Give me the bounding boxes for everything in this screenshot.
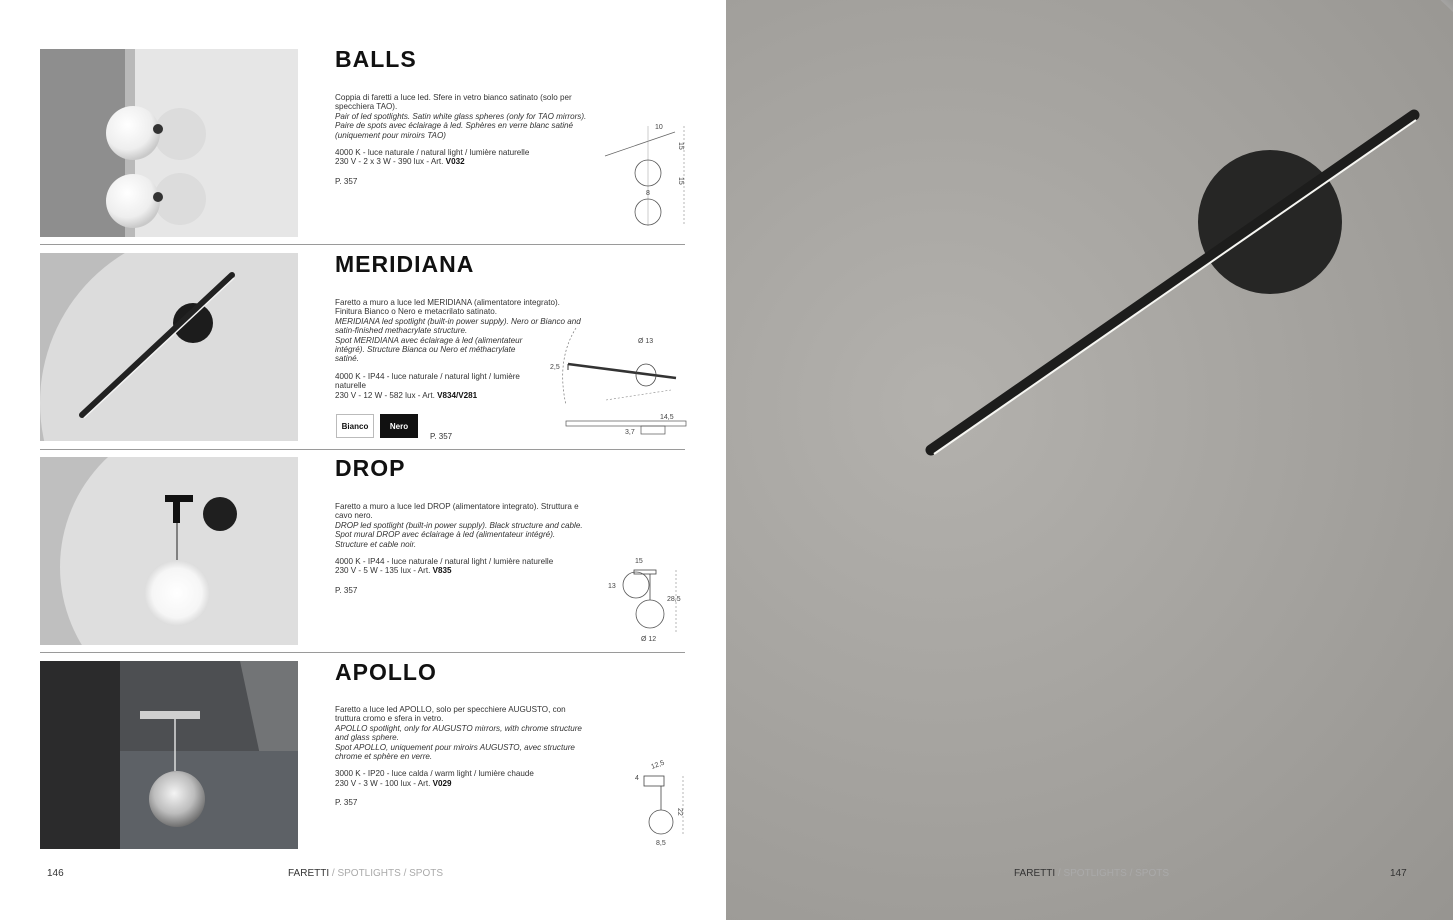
- spec-line: 230 V - 3 W - 100 lux - Art. V029: [335, 778, 452, 788]
- separator: [40, 244, 685, 245]
- desc-french: Spot APOLLO, uniquement pour miroirs AUGUSTO, avec structure chrome et sphère en verre.: [335, 742, 575, 762]
- desc-italian: Coppia di faretti a luce led. Sfere in vetro bianco satinato (solo per specchiera TAO).: [335, 93, 572, 112]
- desc-french: Spot MERIDIANA avec éclairage à led (alimentateur intégré). Structure Bianca ou Nero et méthacrylate satiné.: [335, 335, 523, 364]
- spec-line: 4000 K - IP44 - luce naturale / natural light / lumière naturelle: [335, 371, 520, 391]
- balls-technical-drawing: [600, 118, 690, 228]
- article-code: V032: [445, 157, 465, 167]
- page-reference: P. 357: [430, 432, 453, 441]
- desc-english: MERIDIANA led spotlight (built-in power supply). Nero or Bianco and satin-finished methacrylate structure.: [335, 316, 581, 336]
- dimension-label: 10: [655, 124, 663, 131]
- separator: [40, 652, 685, 653]
- dimension-label: 28,5: [667, 596, 681, 603]
- right-page-photo: [726, 0, 1453, 920]
- finish-swatch-nero: Nero: [380, 414, 418, 438]
- section-header-left: FARETTI / SPOTLIGHTS / SPOTS: [288, 868, 444, 879]
- article-code: V834/V281: [437, 390, 478, 400]
- balls-photo: [40, 49, 298, 237]
- left-page: [0, 0, 726, 920]
- spec-line: 4000 K - luce naturale / natural light / lumière naturelle: [335, 148, 530, 158]
- desc-french: Spot mural DROP avec éclairage à led (alimentateur intégré). Structure et cable noir.: [335, 530, 556, 549]
- dimension-label: 15: [677, 142, 684, 150]
- page-number-right: 147: [1390, 868, 1407, 879]
- dimension-label: 15: [677, 177, 684, 185]
- spec-line: 3000 K - IP20 - luce calda / warm light / lumière chaude: [335, 769, 534, 779]
- desc-english: APOLLO spotlight, only for AUGUSTO mirrors, with chrome structure and glass sphere.: [335, 723, 582, 743]
- page-reference: P. 357: [335, 798, 358, 808]
- desc-english: Pair of led spotlights. Satin white glass spheres (only for TAO mirrors).: [335, 111, 587, 121]
- meridiana-technical-drawing: [546, 320, 688, 440]
- product-description: [335, 502, 585, 595]
- desc-italian: Faretto a muro a luce led MERIDIANA (alimentatore integrato). Finitura Bianco o Nero e metacrilato satinato.: [335, 298, 560, 317]
- dimension-label: 22: [676, 808, 683, 816]
- dimension-label: 13: [608, 583, 616, 590]
- dimension-label: 8: [646, 190, 650, 197]
- article-code: V029: [432, 778, 452, 788]
- spec-line: 230 V - 2 x 3 W - 390 lux - Art. V032: [335, 157, 465, 167]
- finish-swatch-bianco: Bianco: [336, 414, 374, 438]
- dimension-label: 12,5: [650, 759, 666, 771]
- separator: [40, 449, 685, 450]
- spec-line: 4000 K - IP44 - luce naturale / natural light / lumière naturelle: [335, 557, 554, 567]
- desc-french: Paire de spots avec éclairage à led. Sphères en verre blanc satiné (uniquement pour miroirs TAO): [335, 121, 574, 140]
- section-header-right: FARETTI / SPOTLIGHTS / SPOTS: [1014, 868, 1170, 879]
- page-number-left: 146: [47, 868, 64, 879]
- dimension-label: 8,5: [656, 840, 666, 847]
- desc-italian: Faretto a luce led APOLLO, solo per specchiere AUGUSTO, con truttura cromo e sfera in vetro.: [335, 705, 566, 724]
- product-description: [335, 93, 590, 186]
- apollo-photo: [40, 661, 298, 849]
- dimension-label: Ø 12: [641, 636, 657, 643]
- spec-line: 230 V - 12 W - 582 lux - Art. V834/V281: [335, 390, 478, 400]
- apollo-technical-drawing: [628, 756, 690, 852]
- dimension-label: 3,7: [625, 429, 635, 436]
- product-description: [335, 705, 585, 808]
- desc-english: DROP led spotlight (built-in power supply). Black structure and cable.: [335, 520, 583, 530]
- product-title: BALLS: [335, 46, 417, 72]
- desc-italian: Faretto a muro a luce led DROP (alimentatore integrato). Struttura e cavo nero.: [335, 502, 579, 521]
- product-title: DROP: [335, 455, 406, 481]
- dimension-label: 14,5: [660, 414, 674, 421]
- dimension-label: 4: [635, 775, 639, 782]
- product-title: MERIDIANA: [335, 251, 475, 277]
- dimension-label: 15: [635, 558, 643, 565]
- page-reference: P. 357: [335, 585, 358, 595]
- drop-photo: [40, 457, 298, 645]
- page-reference: P. 357: [335, 176, 358, 186]
- article-code: V835: [432, 566, 452, 576]
- spec-line: 230 V - 5 W - 135 lux - Art. V835: [335, 566, 452, 576]
- drop-technical-drawing: [604, 552, 690, 647]
- meridiana-photo: [40, 253, 298, 441]
- dimension-label: Ø 13: [638, 338, 654, 345]
- dimension-label: 2,5: [550, 364, 560, 371]
- product-title: APOLLO: [335, 659, 437, 685]
